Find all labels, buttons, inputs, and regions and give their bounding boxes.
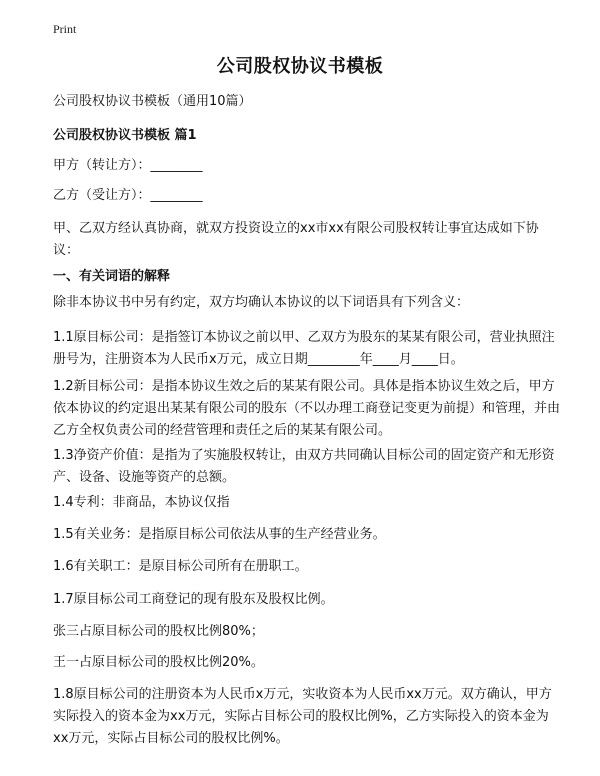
clause-1-intro: 除非本协议书中另有约定，双方均确认本协议的以下词语具有下列含义：	[53, 295, 470, 310]
definition-1-8: 1.8原目标公司的注册资本为人民币x万元，实收资本为人民币xx万元。双方确认，甲方实际投入的资本金为xx万元，实际占目标公司的股权比例%，乙方实际投入的资本金为xx万元，实际占目标公司的股权比例%。	[53, 687, 552, 746]
document-title: 公司股权协议书模板	[216, 56, 384, 77]
section-heading: 公司股权协议书模板 篇1	[53, 128, 197, 143]
definition-1-7: 1.7原目标公司工商登记的现有股东及股权比例。	[53, 592, 334, 607]
clause-1-heading: 一、有关词语的解释	[53, 269, 171, 284]
definition-1-5: 1.5有关业务：是指原目标公司依法从事的生产经营业务。	[53, 527, 386, 542]
shareholder-1: 张三占原目标公司的股权比例80%；	[53, 624, 264, 639]
intro-paragraph: 甲、乙双方经认真协商，就双方投资设立的xx市xx有限公司股权转让事宜达成如下协议：	[53, 221, 539, 258]
party-b-line: 乙方（受让方）：________	[53, 188, 203, 203]
party-a-line: 甲方（转让方）：________	[53, 158, 203, 173]
definition-1-2: 1.2新目标公司：是指本协议生效之后的某某有限公司。具体是指本协议生效之后，甲方依本协议的约定退出某某有限公司的股东（不以办理工商登记变更为前提）和管理，并由乙方全权负责公司的经营管理和责任之后的某某有限公司。	[53, 379, 561, 438]
definition-1-4: 1.4专利：非商品，本协议仅指	[53, 495, 230, 510]
shareholder-2: 王一占原目标公司的股权比例20%。	[53, 655, 264, 670]
definition-1-1: 1.1原目标公司：是指签订本协议之前以甲、乙双方为股东的某某有限公司，营业执照注册号为，注册资本为人民币x万元，成立日期________年____月____日。	[53, 330, 555, 367]
print-link[interactable]: Print	[53, 22, 77, 36]
definition-1-3: 1.3净资产价值：是指为了实施股权转让，由双方共同确认目标公司的固定资产和无形资产、设备、设施等资产的总额。	[53, 448, 555, 485]
definition-1-6: 1.6有关职工：是原目标公司所有在册职工。	[53, 559, 308, 574]
document-subtitle: 公司股权协议书模板（通用10篇）	[53, 94, 252, 109]
